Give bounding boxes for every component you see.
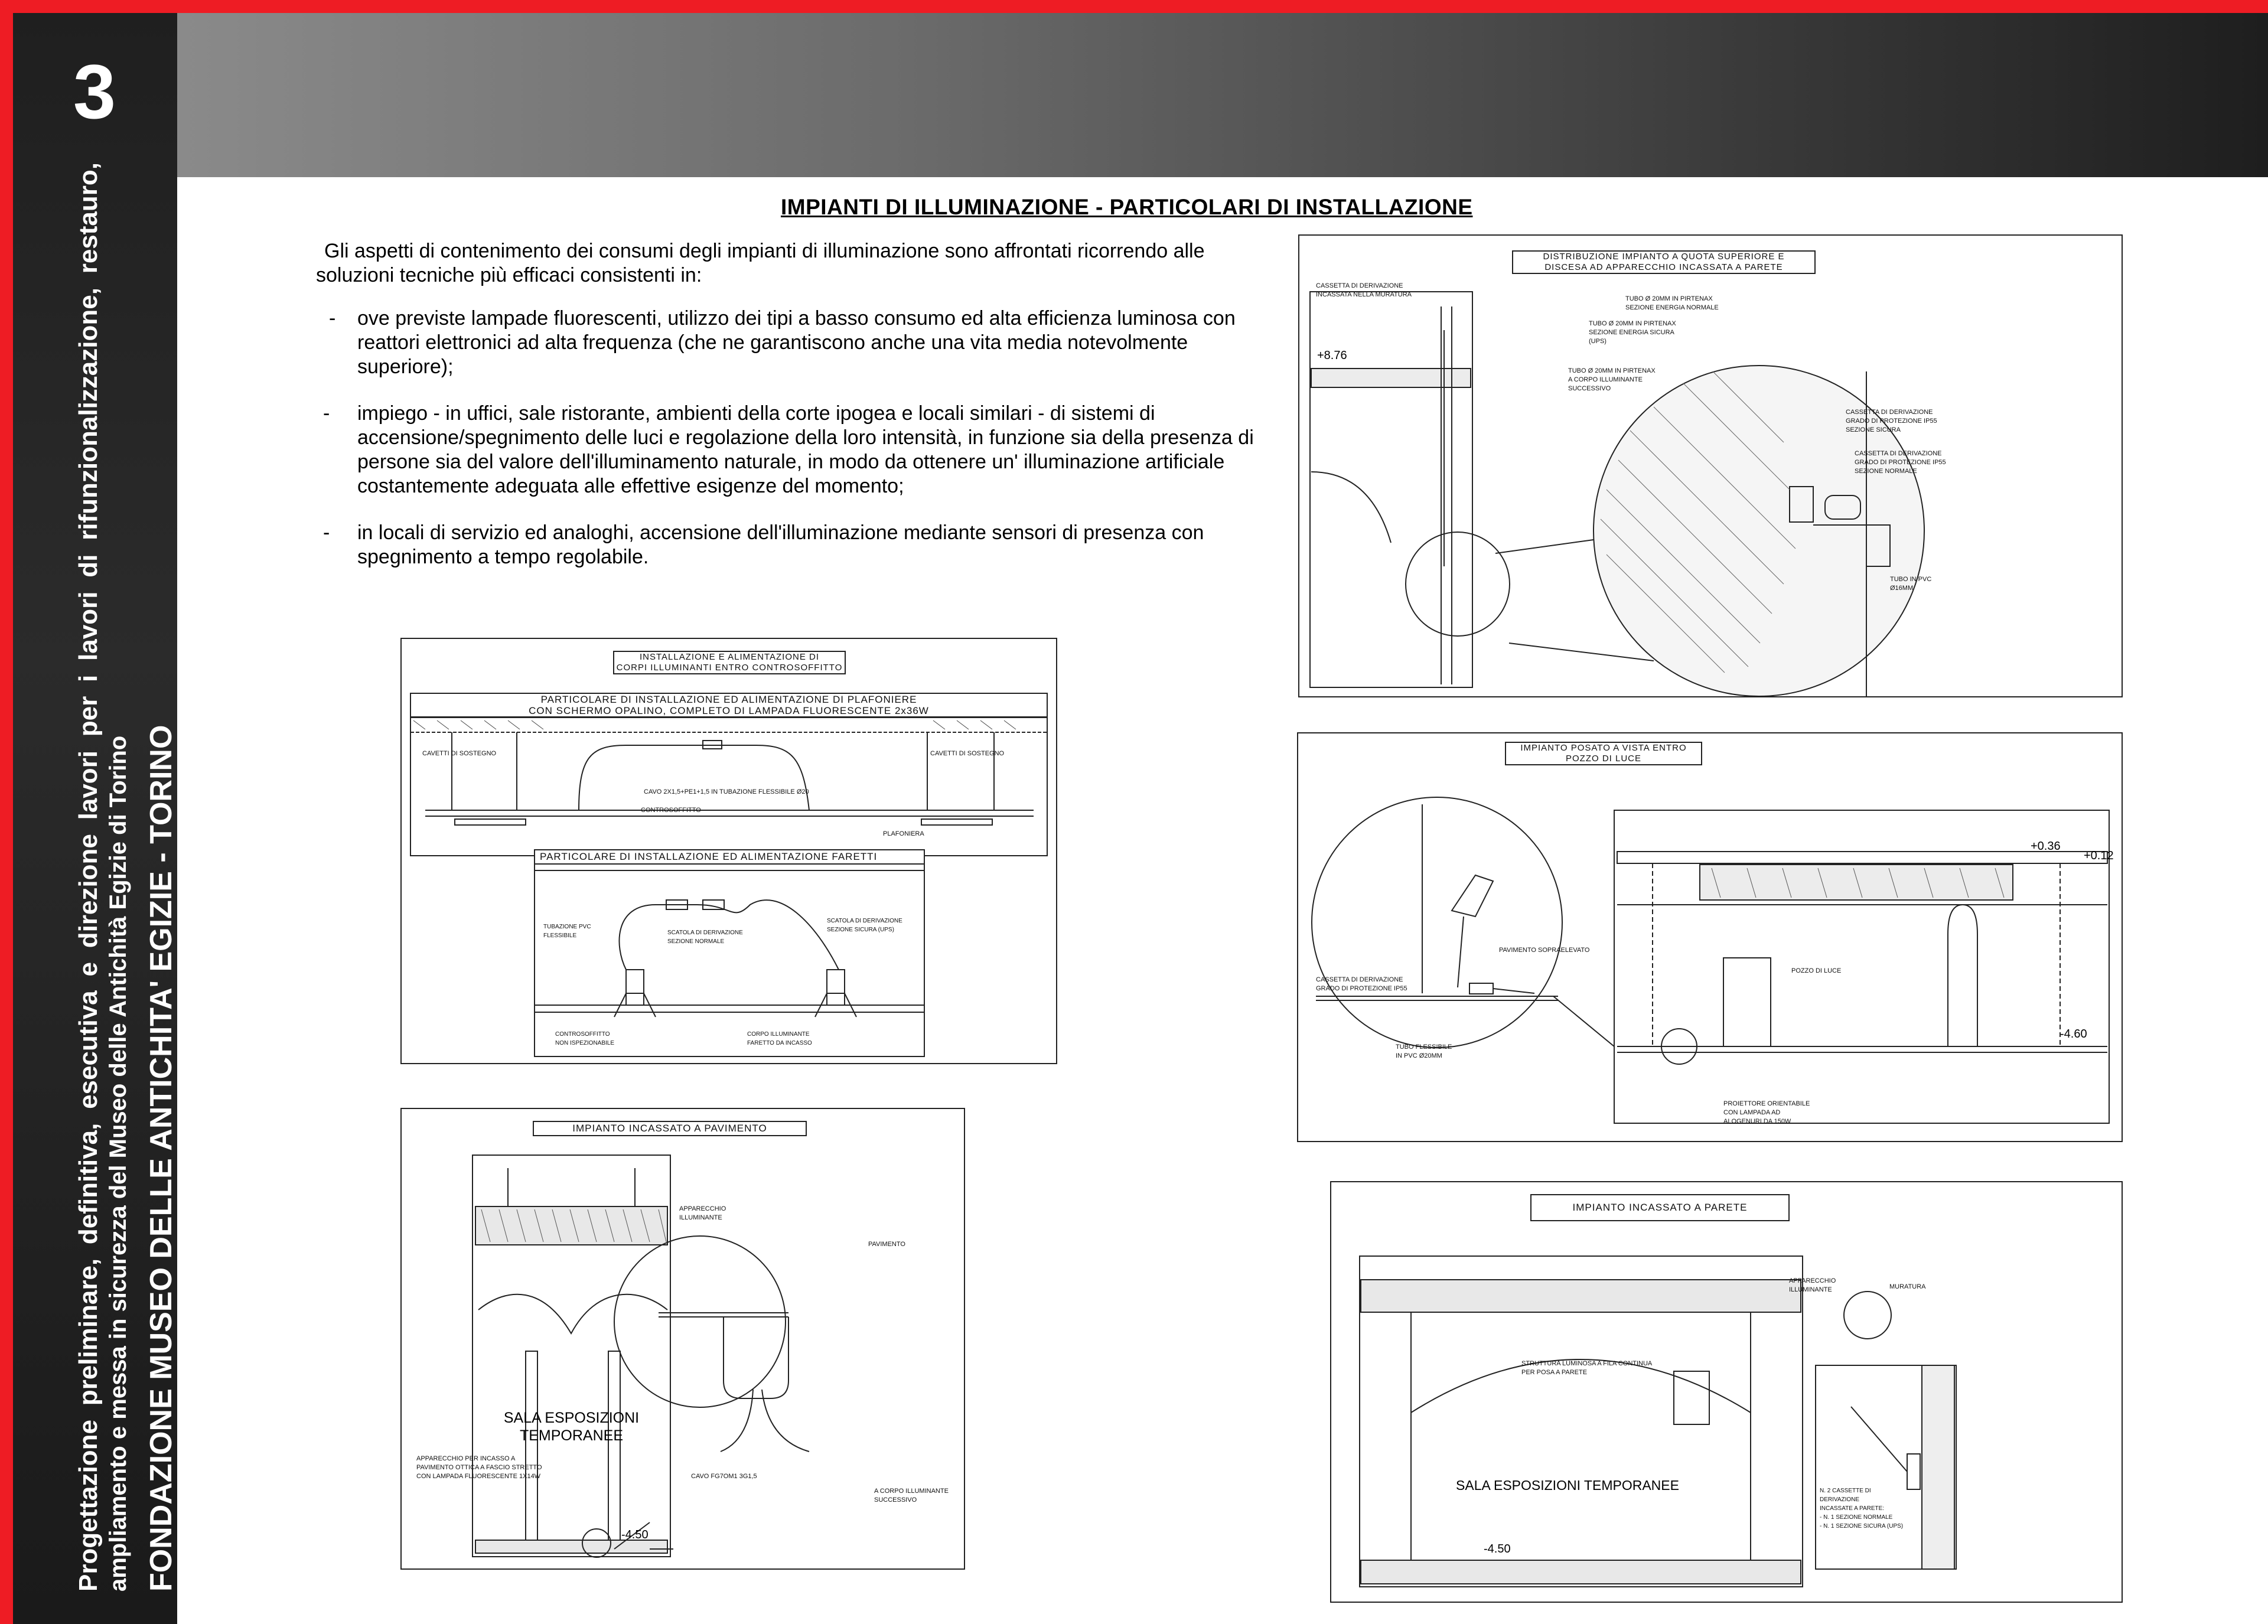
top-right-level: +8.76 [1317, 349, 1347, 362]
label-tubazione: TUBAZIONE PVC FLESSIBILE [543, 924, 591, 939]
bullet-text: impiego - in uffici, sale ristorante, ambienti della corte ipogea e locali similari - di sistemi di accensione/spegnimento delle luci e regolazione della loro intensità, in funzione sia della presenza di persone sia del valore dell'illuminamento naturale, in modo da ottenere un' illuminazione artificiale costantemente adeguata alle effettive esigenze del momento; [357, 402, 1254, 497]
label-pavimento-sopraelevato: PAVIMENTO SOPRAELEVATO [1499, 947, 1590, 954]
page-number: 3 [73, 48, 116, 135]
label-cavetti-left: CAVETTI DI SOSTEGNO [422, 750, 497, 757]
label-cavo: CAVO 2X1,5+PE1+1,5 IN TUBAZIONE FLESSIBILE Ø20 [644, 788, 809, 795]
label-cassetta-ip55: CASSETTA DI DERIVAZIONE GRADO DI PROTEZIONE IP55 [1316, 976, 1407, 992]
bullet-text: in locali di servizio ed analoghi, accensione dell'illuminazione mediante sensori di presenza con spegnimento a tempo regolabile. [357, 521, 1204, 568]
label-controsoffitto-non-ispez: CONTROSOFFITTO NON ISPEZIONABILE [555, 1031, 615, 1046]
label-cassetta-ups: CASSETTA DI DERIVAZIONE GRADO DI PROTEZIONE IP55 SEZIONE SICURA [1846, 409, 1937, 433]
label-apparecchio: APPARECCHIO ILLUMINANTE [679, 1205, 726, 1221]
label-tubo-sicura: TUBO Ø 20MM IN PIRTENAX SEZIONE ENERGIA SICURA (UPS) [1589, 320, 1676, 345]
label-scatola-normale: SCATOLA DI DERIVAZIONE SEZIONE NORMALE [667, 930, 743, 945]
mid-right-panel-title: IMPIANTO POSATO A VISTA ENTRO POZZO DI LUCE [1505, 742, 1702, 765]
label-apparecchio-parete: APPARECCHIO ILLUMINANTE [1789, 1277, 1836, 1293]
mid-right-level-top: +0.36 [2031, 840, 2061, 853]
ceiling-panel-title: INSTALLAZIONE E ALIMENTAZIONE DI CORPI ILLUMINANTI ENTRO CONTROSOFFITTO [613, 651, 846, 674]
bullet-item [316, 402, 1285, 498]
label-muratura: MURATURA [1889, 1283, 1926, 1290]
bottom-right-level: -4.50 [1484, 1543, 1511, 1555]
label-tubo-pvc: TUBO IN PVC Ø16MM [1890, 576, 1932, 592]
label-cassetta-normale: CASSETTA DI DERIVAZIONE GRADO DI PROTEZIONE IP55 SEZIONE NORMALE [1855, 450, 1946, 475]
label-cassette-derivazione: N. 2 CASSETTE DI DERIVAZIONE INCASSATE A PARETE: - N. 1 SEZIONE NORMALE - N. 1 SEZIONE SICURA (UPS) [1820, 1488, 1904, 1530]
label-pavimento: PAVIMENTO [868, 1241, 905, 1248]
intro-text [316, 239, 1285, 592]
bullet-item [316, 306, 1285, 379]
bullet-dash: - [323, 521, 330, 544]
bottom-right-drawing-lines [1331, 1182, 2122, 1602]
label-cassetta-muratura: CASSETTA DI DERIVAZIONE INCASSATA NELLA MURATURA [1316, 282, 1412, 298]
floor-panel-title: IMPIANTO INCASSATO A PAVIMENTO [533, 1121, 807, 1136]
ceiling-subtitle-faretti: PARTICOLARE DI INSTALLAZIONE ED ALIMENTAZIONE FARETTI [535, 850, 924, 865]
label-controsoffitto: CONTROSOFFITTO [641, 807, 701, 814]
floor-level: -4.50 [621, 1528, 649, 1541]
label-proiettore: PROIETTORE ORIENTABILE CON LAMPADA AD ALOGENURI DA 150W [1723, 1100, 1810, 1125]
label-pozzo-di-luce: POZZO DI LUCE [1791, 967, 1842, 974]
drawing-ceiling-installation [400, 638, 1057, 1064]
bullet-dash: - [329, 307, 336, 330]
mid-right-level-bottom: -4.60 [2060, 1028, 2087, 1041]
bullet-item [316, 521, 1285, 569]
sidebar-organization: FONDAZIONE MUSEO DELLE ANTICHITA' EGIZIE - TORINO [144, 725, 178, 1592]
ceiling-subtitle-plafoniere: PARTICOLARE DI INSTALLAZIONE ED ALIMENTAZIONE DI PLAFONIERE CON SCHERMO OPALINO, COMPLETO DI LAMPADA FLUORESCENTE 2x36W [411, 694, 1047, 718]
bullet-dash: - [323, 402, 330, 425]
bullet-text: ove previste lampade fluorescenti, utilizzo dei tipi a basso consumo ed alta efficienza luminosa con reattori elettronici ad alta frequenza (che ne garantiscono anche una vita media notevolmente superiore); [357, 307, 1236, 378]
label-scatola-sicura: SCATOLA DI DERIVAZIONE SEZIONE SICURA (UPS) [827, 918, 902, 933]
sidebar-project-description: Progettazione preliminare, definitiva, esecutiva e direzione lavori per i lavori di rifunzionalizzazione, restauro, [74, 162, 103, 1592]
label-tubo-successivo: TUBO Ø 20MM IN PIRTENAX A CORPO ILLUMINANTE SUCCESSIVO [1568, 367, 1656, 392]
label-tubo-flessibile: TUBO FLESSIBILE IN PVC Ø20MM [1396, 1043, 1452, 1059]
header-bar [177, 13, 2268, 177]
drawing-wall-recessed-distribution [1298, 234, 2123, 697]
label-cavetti-right: CAVETTI DI SOSTEGNO [930, 750, 1005, 757]
drawing-wall-recessed-installation [1330, 1181, 2123, 1603]
mid-right-drawing-lines [1298, 733, 2122, 1141]
sidebar-project-subtitle: ampliamento e messa in sicurezza del Museo delle Antichità Egizie di Torino [105, 735, 131, 1592]
label-plafoniera: PLAFONIERA [883, 830, 924, 837]
mid-right-level-top2: +0.12 [2084, 849, 2114, 862]
label-cavo-fg7om1: CAVO FG7OM1 3G1,5 [691, 1473, 757, 1480]
label-corpo-faretto: CORPO ILLUMINANTE FARETTO DA INCASSO [747, 1031, 812, 1046]
bottom-right-panel-title: IMPIANTO INCASSATO A PARETE [1530, 1194, 1790, 1221]
label-struttura-luminosa: STRUTTURA LUMINOSA A FILA CONTINUA PER POSA A PARETE [1521, 1360, 1653, 1376]
page-title: IMPIANTI DI ILLUMINAZIONE - PARTICOLARI DI INSTALLAZIONE [781, 195, 1473, 219]
label-tubo-normale: TUBO Ø 20MM IN PIRTENAX SEZIONE ENERGIA NORMALE [1625, 295, 1719, 311]
drawing-floor-installation [400, 1108, 965, 1570]
floor-fixture-note: APPARECCHIO PER INCASSO A PAVIMENTO OTTICA A FASCIO STRETTO CON LAMPADA FLUORESCENTE 1X14W [416, 1455, 542, 1480]
floor-room-label: SALA ESPOSIZIONI TEMPORANEE [503, 1410, 640, 1444]
intro-paragraph: Gli aspetti di contenimento dei consumi degli impianti di illuminazione sono affrontati ricorrendo alle soluzioni tecniche più efficaci consistenti in: [316, 240, 1205, 286]
top-right-panel-title: DISTRIBUZIONE IMPIANTO A QUOTA SUPERIORE E DISCESA AD APPARECCHIO INCASSATA A PARETE [1512, 250, 1816, 274]
bottom-right-room-label: SALA ESPOSIZIONI TEMPORANEE [1456, 1478, 1679, 1493]
label-corpo-successivo: A CORPO ILLUMINANTE SUCCESSIVO [874, 1488, 949, 1504]
drawing-light-well-installation [1297, 732, 2123, 1142]
